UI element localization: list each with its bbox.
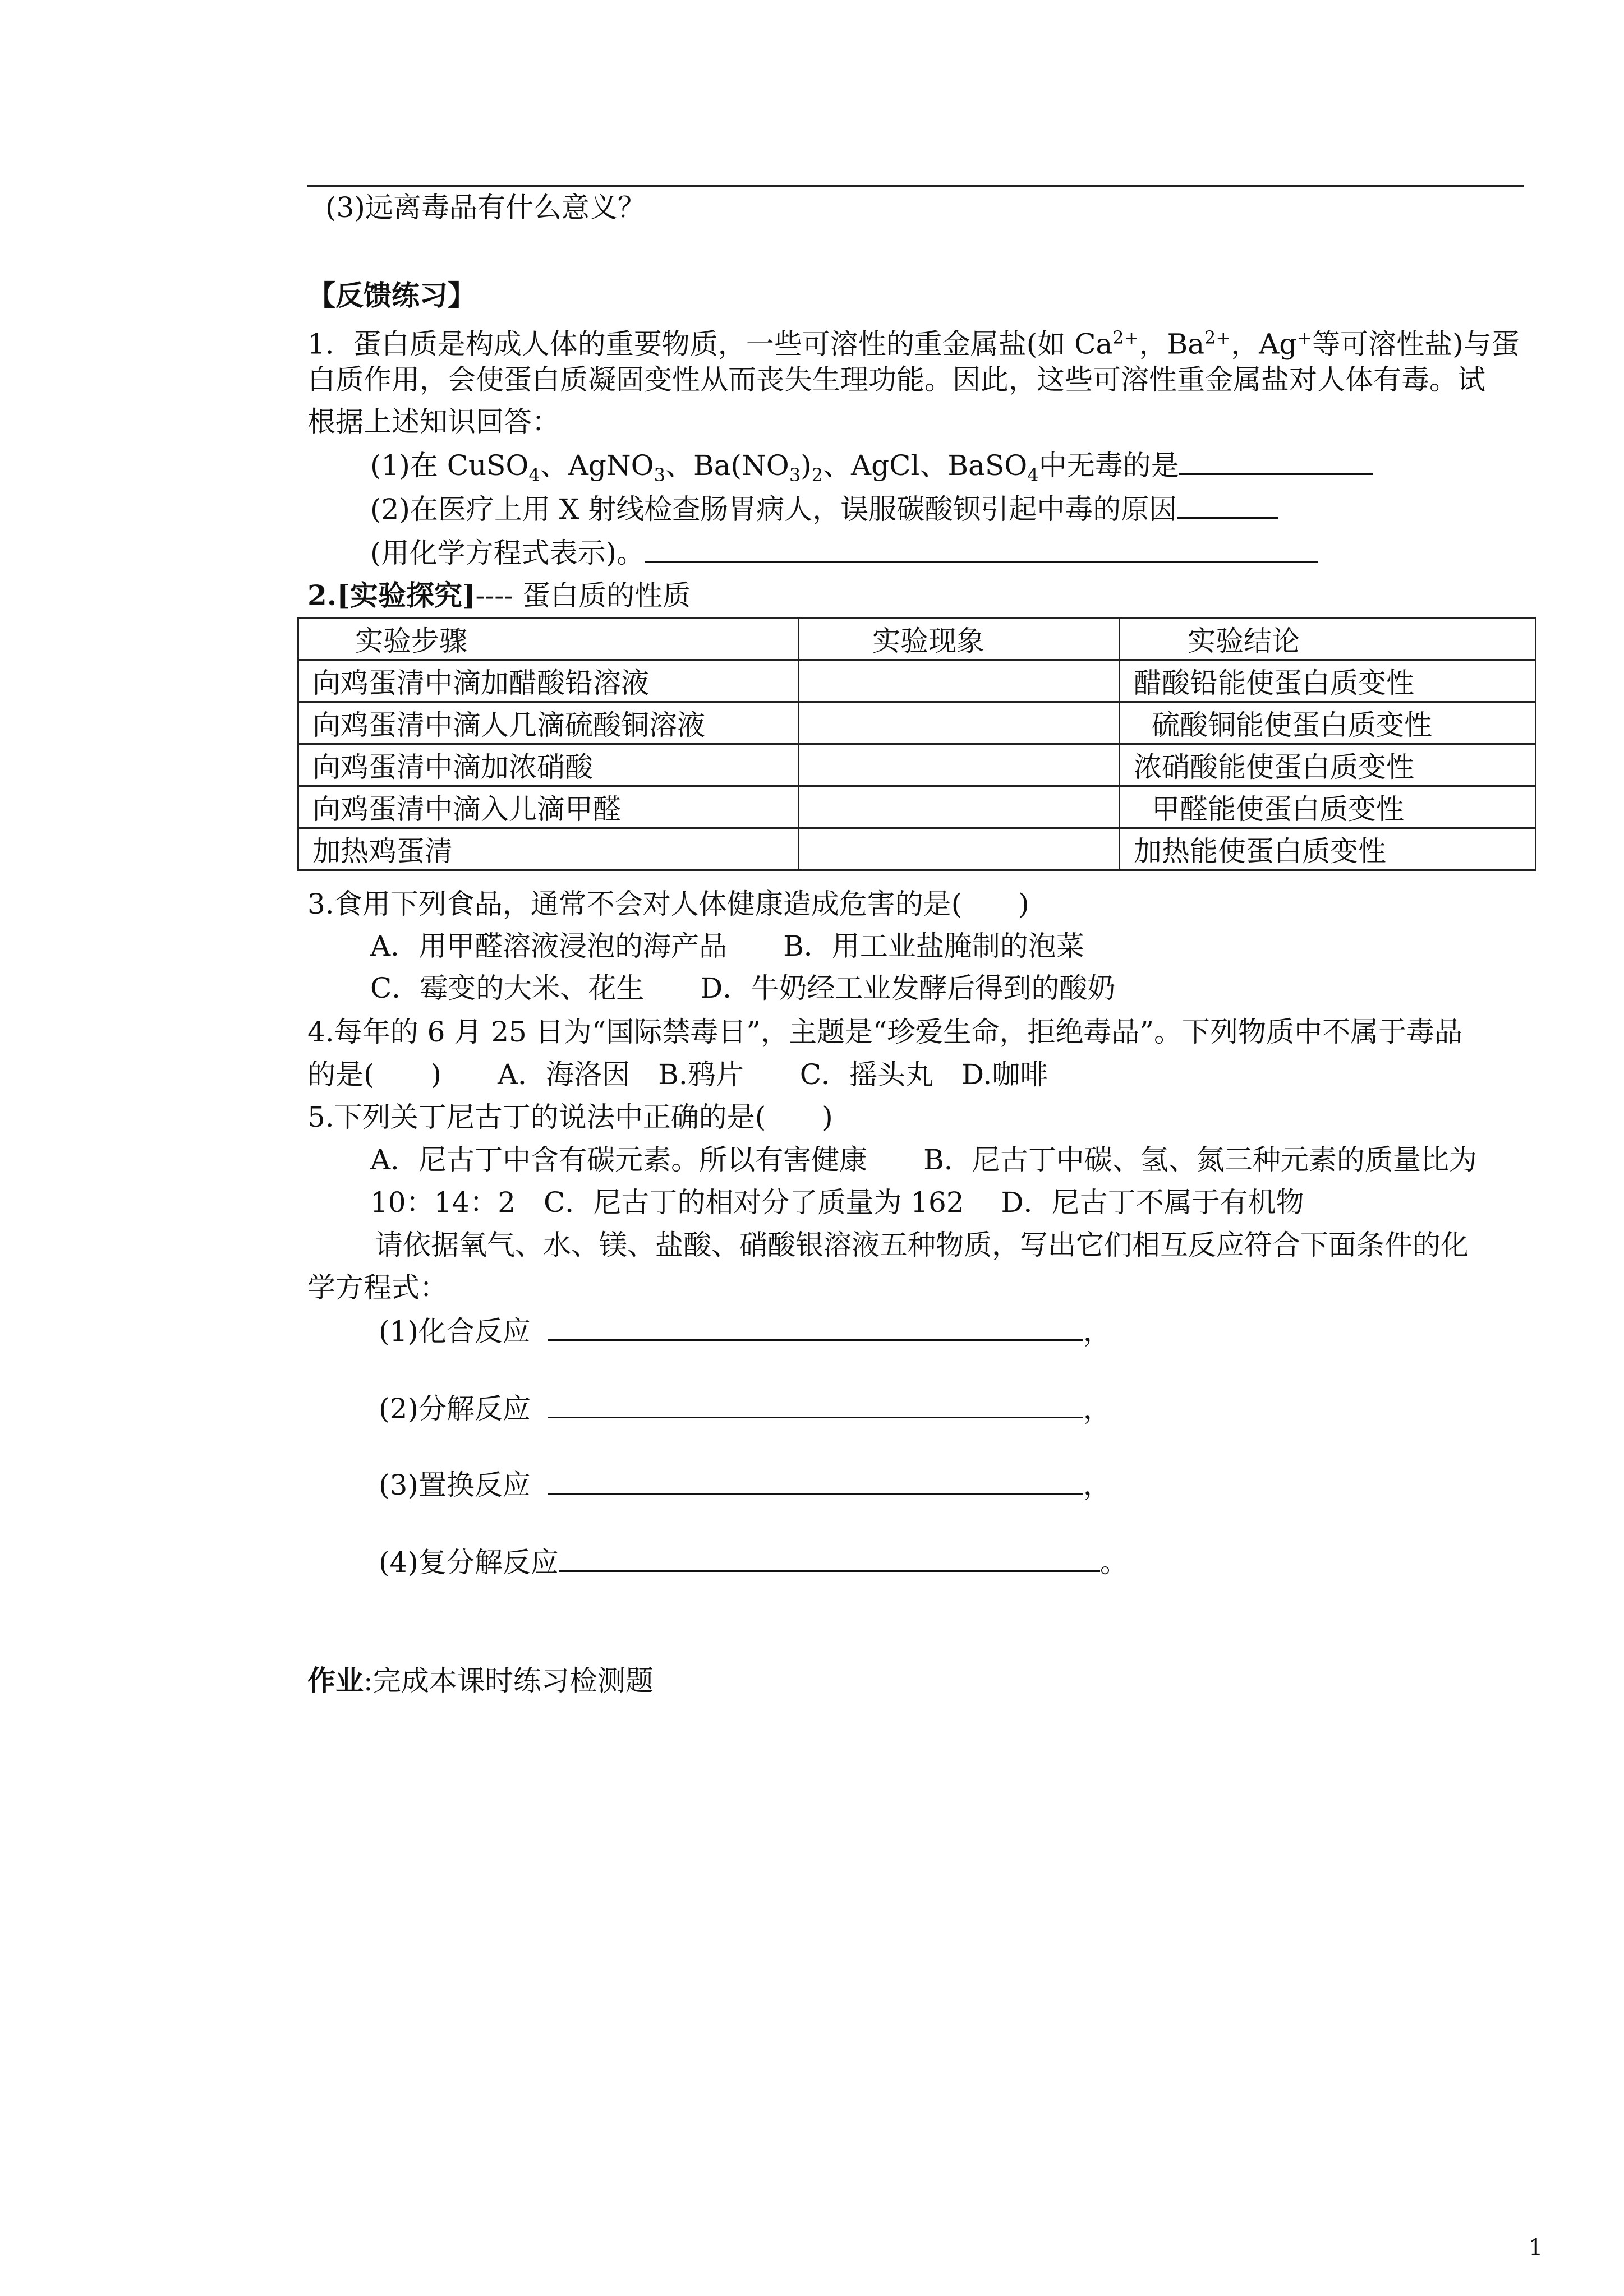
q1-line2: 白质作用，会使蛋白质凝固变性从而丧失生理功能。因此，这些可溶性重金属盐对人体有毒。试 (307, 363, 1485, 396)
subscript: 3 (789, 464, 801, 486)
cell-phenomenon[interactable] (799, 828, 1120, 870)
punctuation: ， (1083, 1315, 1111, 1348)
q1-sub1-rest: 、AgCl、BaSO (823, 449, 1028, 482)
experiment-table (297, 617, 1536, 871)
q1-sub2-text: (2)在医疗上用 X 射线检查肠胃病人，误服碳酸钡引起中毒的原因 (370, 493, 1177, 525)
homework-text: :完成本课时练习检测题 (364, 1665, 654, 1697)
reaction-label: (1)化合反应 (379, 1315, 531, 1348)
answer-blank[interactable] (645, 538, 1318, 563)
answer-blank[interactable] (1179, 451, 1373, 475)
cell-conclusion: 浓硝酸能使蛋白质变性 (1120, 744, 1536, 786)
feedback-heading: 【反馈练习】 (307, 279, 476, 312)
q2-heading (307, 578, 691, 614)
reaction-label: (3)置换反应 (379, 1469, 531, 1501)
cell-phenomenon[interactable] (799, 702, 1120, 744)
q6-line2: 学方程式： (307, 1271, 448, 1304)
cell-step: 向鸡蛋清中滴加醋酸铅溶液 (298, 660, 799, 702)
table-row (298, 744, 1536, 786)
q3-meaning: (3)远离毒品有什么意义？ (325, 191, 646, 224)
q1-sub1-close: ) (801, 449, 812, 482)
q3-options-ab: A．用甲醛溶液浸泡的海产品 B．用工业盐腌制的泡菜 (370, 930, 1084, 962)
q4-line1: 4.每年的 6 月 25 日为“国际禁毒日”，主题是“珍爱生命，拒绝毒品”。下列物质中不属于毒品 (307, 1016, 1462, 1048)
answer-blank[interactable] (548, 1394, 1083, 1418)
cell-conclusion: 醋酸铅能使蛋白质变性 (1120, 660, 1536, 702)
q1-line1 (307, 320, 1520, 362)
cell-step: 向鸡蛋清中滴入儿滴甲醛 (298, 786, 799, 828)
q6-item-1 (379, 1313, 1111, 1349)
q1-text-suffix: 等可溶性盐)与蛋 (1312, 328, 1520, 361)
cell-step: 加热鸡蛋清 (298, 828, 799, 870)
q1-line3: 根据上述知识回答： (307, 405, 560, 438)
q4-line2: 的是( ) A．海洛因 B.鸦片 C．摇头丸 D.咖啡 (307, 1058, 1048, 1091)
homework-label: 作业 (307, 1664, 364, 1697)
punctuation: ， (1083, 1469, 1111, 1501)
subscript: 4 (528, 464, 540, 486)
header-phenomenon: 实验现象 (799, 618, 1120, 660)
q6-item-3 (379, 1467, 1111, 1503)
table-row (298, 702, 1536, 744)
header-rule (307, 185, 1524, 187)
ag-charge: + (1297, 327, 1313, 348)
q2-heading-bold: 2.[实验探究] (307, 579, 476, 612)
q1-sub1-agno: 、AgNO (540, 449, 654, 482)
cell-step: 向鸡蛋清中滴加浓硝酸 (298, 744, 799, 786)
q1-sub1 (370, 448, 1373, 493)
q1-text-prefix: 1．蛋白质是构成人体的重要物质，一些可溶性的重金属盐(如 Ca (307, 328, 1113, 361)
q5-line2: A．尼古丁中含有碳元素。所以有害健康 B．尼古丁中碳、氢、氮三种元素的质量比为 (370, 1144, 1477, 1176)
reaction-label: (4)复分解反应 (379, 1546, 559, 1579)
ca-charge: 2+ (1112, 327, 1139, 348)
q2-heading-rest: ---- 蛋白质的性质 (475, 579, 691, 612)
cell-phenomenon[interactable] (799, 786, 1120, 828)
q1-sub1-suffix: 中无毒的是 (1038, 449, 1179, 482)
q1-sub2b (370, 535, 1318, 571)
table-row (298, 660, 1536, 702)
subscript: 2 (811, 464, 823, 486)
q5-line3: 10：14：2 C．尼古丁的相对分了质量为 162 D．尼古丁不属于有机物 (370, 1186, 1304, 1219)
q5-stem: 5.下列关丁尼古丁的说法中正确的是( ) (307, 1101, 833, 1133)
header-conclusion: 实验结论 (1120, 618, 1536, 660)
subscript: 4 (1027, 464, 1039, 486)
answer-blank[interactable] (1177, 495, 1278, 519)
q3-stem: 3.食用下列食品，通常不会对人体健康造成危害的是( ) (307, 888, 1029, 920)
q1-sub1-ba: 、Ba(NO (665, 449, 789, 482)
answer-blank[interactable] (548, 1470, 1083, 1495)
homework-line (307, 1663, 654, 1699)
q6-line1: 请依据氧气、水、镁、盐酸、硝酸银溶液五种物质，写出它们相互反应符合下面条件的化 (375, 1229, 1469, 1261)
q1-ag: ，Ag (1231, 328, 1298, 361)
cell-conclusion: 甲醛能使蛋白质变性 (1120, 786, 1536, 828)
q3-options-cd: C．霉变的大米、花生 D．牛奶经工业发酵后得到的酸奶 (370, 972, 1116, 1004)
q1-sub2 (370, 491, 1278, 527)
table-row (298, 786, 1536, 828)
answer-blank[interactable] (548, 1317, 1083, 1341)
header-steps: 实验步骤 (298, 618, 799, 660)
punctuation: 。 (1099, 1546, 1128, 1579)
q6-item-2 (379, 1391, 1111, 1427)
q6-item-4 (379, 1545, 1128, 1580)
punctuation: ， (1083, 1393, 1111, 1425)
table-header-row (298, 618, 1536, 660)
cell-phenomenon[interactable] (799, 660, 1120, 702)
table-row (298, 828, 1536, 870)
cell-phenomenon[interactable] (799, 744, 1120, 786)
q1-sub2b-text: (用化学方程式表示)。 (370, 537, 645, 569)
q1-sub1-prefix: (1)在 CuSO (370, 449, 529, 482)
cell-step: 向鸡蛋清中滴人几滴硫酸铜溶液 (298, 702, 799, 744)
q1-ba: ，Ba (1139, 328, 1205, 361)
page-number: 1 (1529, 2235, 1543, 2261)
answer-blank[interactable] (559, 1548, 1100, 1572)
cell-conclusion: 硫酸铜能使蛋白质变性 (1120, 702, 1536, 744)
ba-charge: 2+ (1204, 327, 1231, 348)
subscript: 3 (654, 464, 665, 486)
reaction-label: (2)分解反应 (379, 1393, 531, 1425)
cell-conclusion: 加热能使蛋白质变性 (1120, 828, 1536, 870)
